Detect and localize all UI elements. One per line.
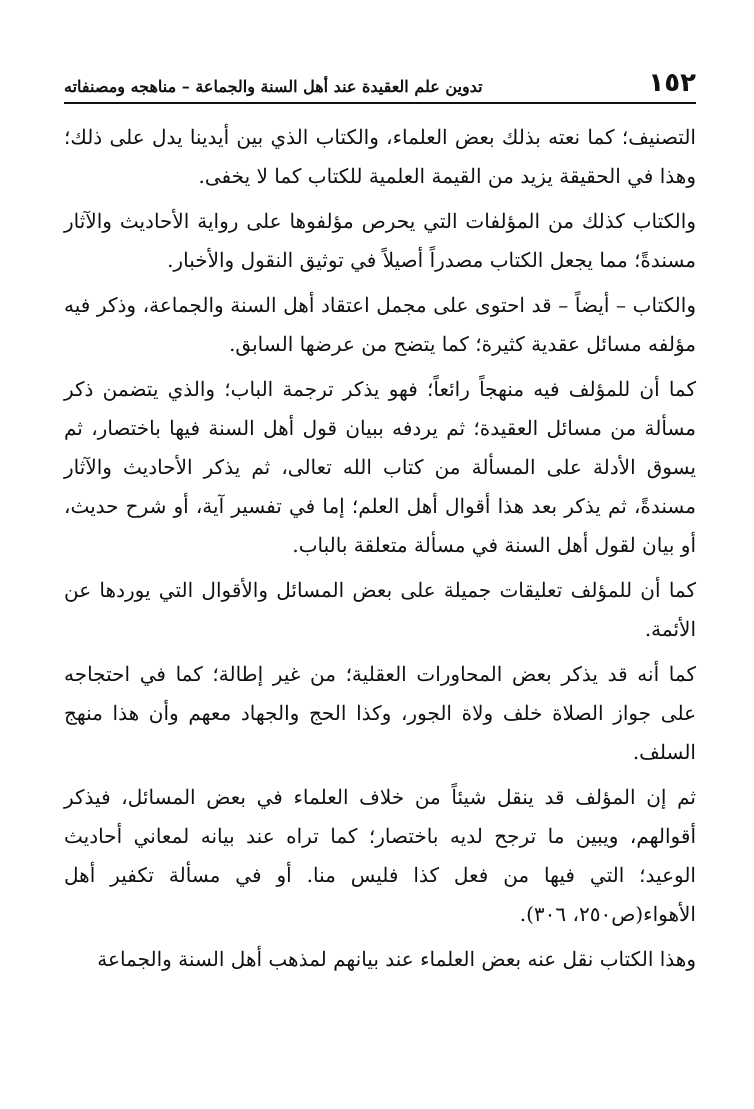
- running-title: تدوين علم العقيدة عند أهل السنة والجماعة – مناهجه ومصنفاته: [64, 77, 483, 96]
- running-header: [64, 58, 696, 104]
- book-page: [64, 58, 696, 1078]
- paragraph: وهذا الكتاب نقل عنه بعض العلماء عند بيانهم لمذهب أهل السنة والجماعة: [97, 947, 696, 971]
- body-text: [64, 118, 696, 979]
- paragraph: ثم إن المؤلف قد ينقل شيئاً من خلاف العلماء في بعض المسائل، فيذكر أقوالهم، ويبين ما ترجح لديه باختصار؛ كما تراه عند بيانه لمعاني أحاديث الوعيد؛ التي فيها من فعل كذا فليس منا. أو في مسألة تكفير أهل الأهواء(ص٢٥٠، ٣٠٦).: [64, 785, 696, 926]
- paragraph: كما أن للمؤلف تعليقات جميلة على بعض المسائل والأقوال التي يوردها عن الأئمة.: [64, 578, 696, 641]
- paragraph: التصنيف؛ كما نعته بذلك بعض العلماء، والكتاب الذي بين أيدينا يدل على ذلك؛ وهذا في الحقيقة يزيد من القيمة العلمية للكتاب كما لا يخفى.: [64, 125, 696, 188]
- paragraph: كما أن للمؤلف فيه منهجاً رائعاً؛ فهو يذكر ترجمة الباب؛ والذي يتضمن ذكر مسألة من مسائل العقيدة؛ ثم يردفه ببيان قول أهل السنة فيها باختصار، ثم يسوق الأدلة على المسألة من كتاب الله تعالى، ثم يذكر الأحاديث والآثار مسندةً، ثم يذكر بعد هذا أقوال أهل العلم؛ إما في تفسير آية، أو شرح حديث، أو بيان لقول أهل السنة في مسألة متعلقة بالباب.: [64, 377, 696, 557]
- page-number: ١٥٢: [648, 68, 696, 98]
- paragraph: والكتاب كذلك من المؤلفات التي يحرص مؤلفوها على رواية الأحاديث والآثار مسندةً؛ مما يجعل الكتاب مصدراً أصيلاً في توثيق النقول والأخبار.: [64, 209, 696, 272]
- paragraph: والكتاب – أيضاً – قد احتوى على مجمل اعتقاد أهل السنة والجماعة، وذكر فيه مؤلفه مسائل عقدية كثيرة؛ كما يتضح من عرضها السابق.: [64, 293, 696, 356]
- paragraph: كما أنه قد يذكر بعض المحاورات العقلية؛ من غير إطالة؛ كما في احتجاجه على جواز الصلاة خلف ولاة الجور، وكذا الحج والجهاد معهم وأن هذا منهج السلف.: [64, 662, 696, 764]
